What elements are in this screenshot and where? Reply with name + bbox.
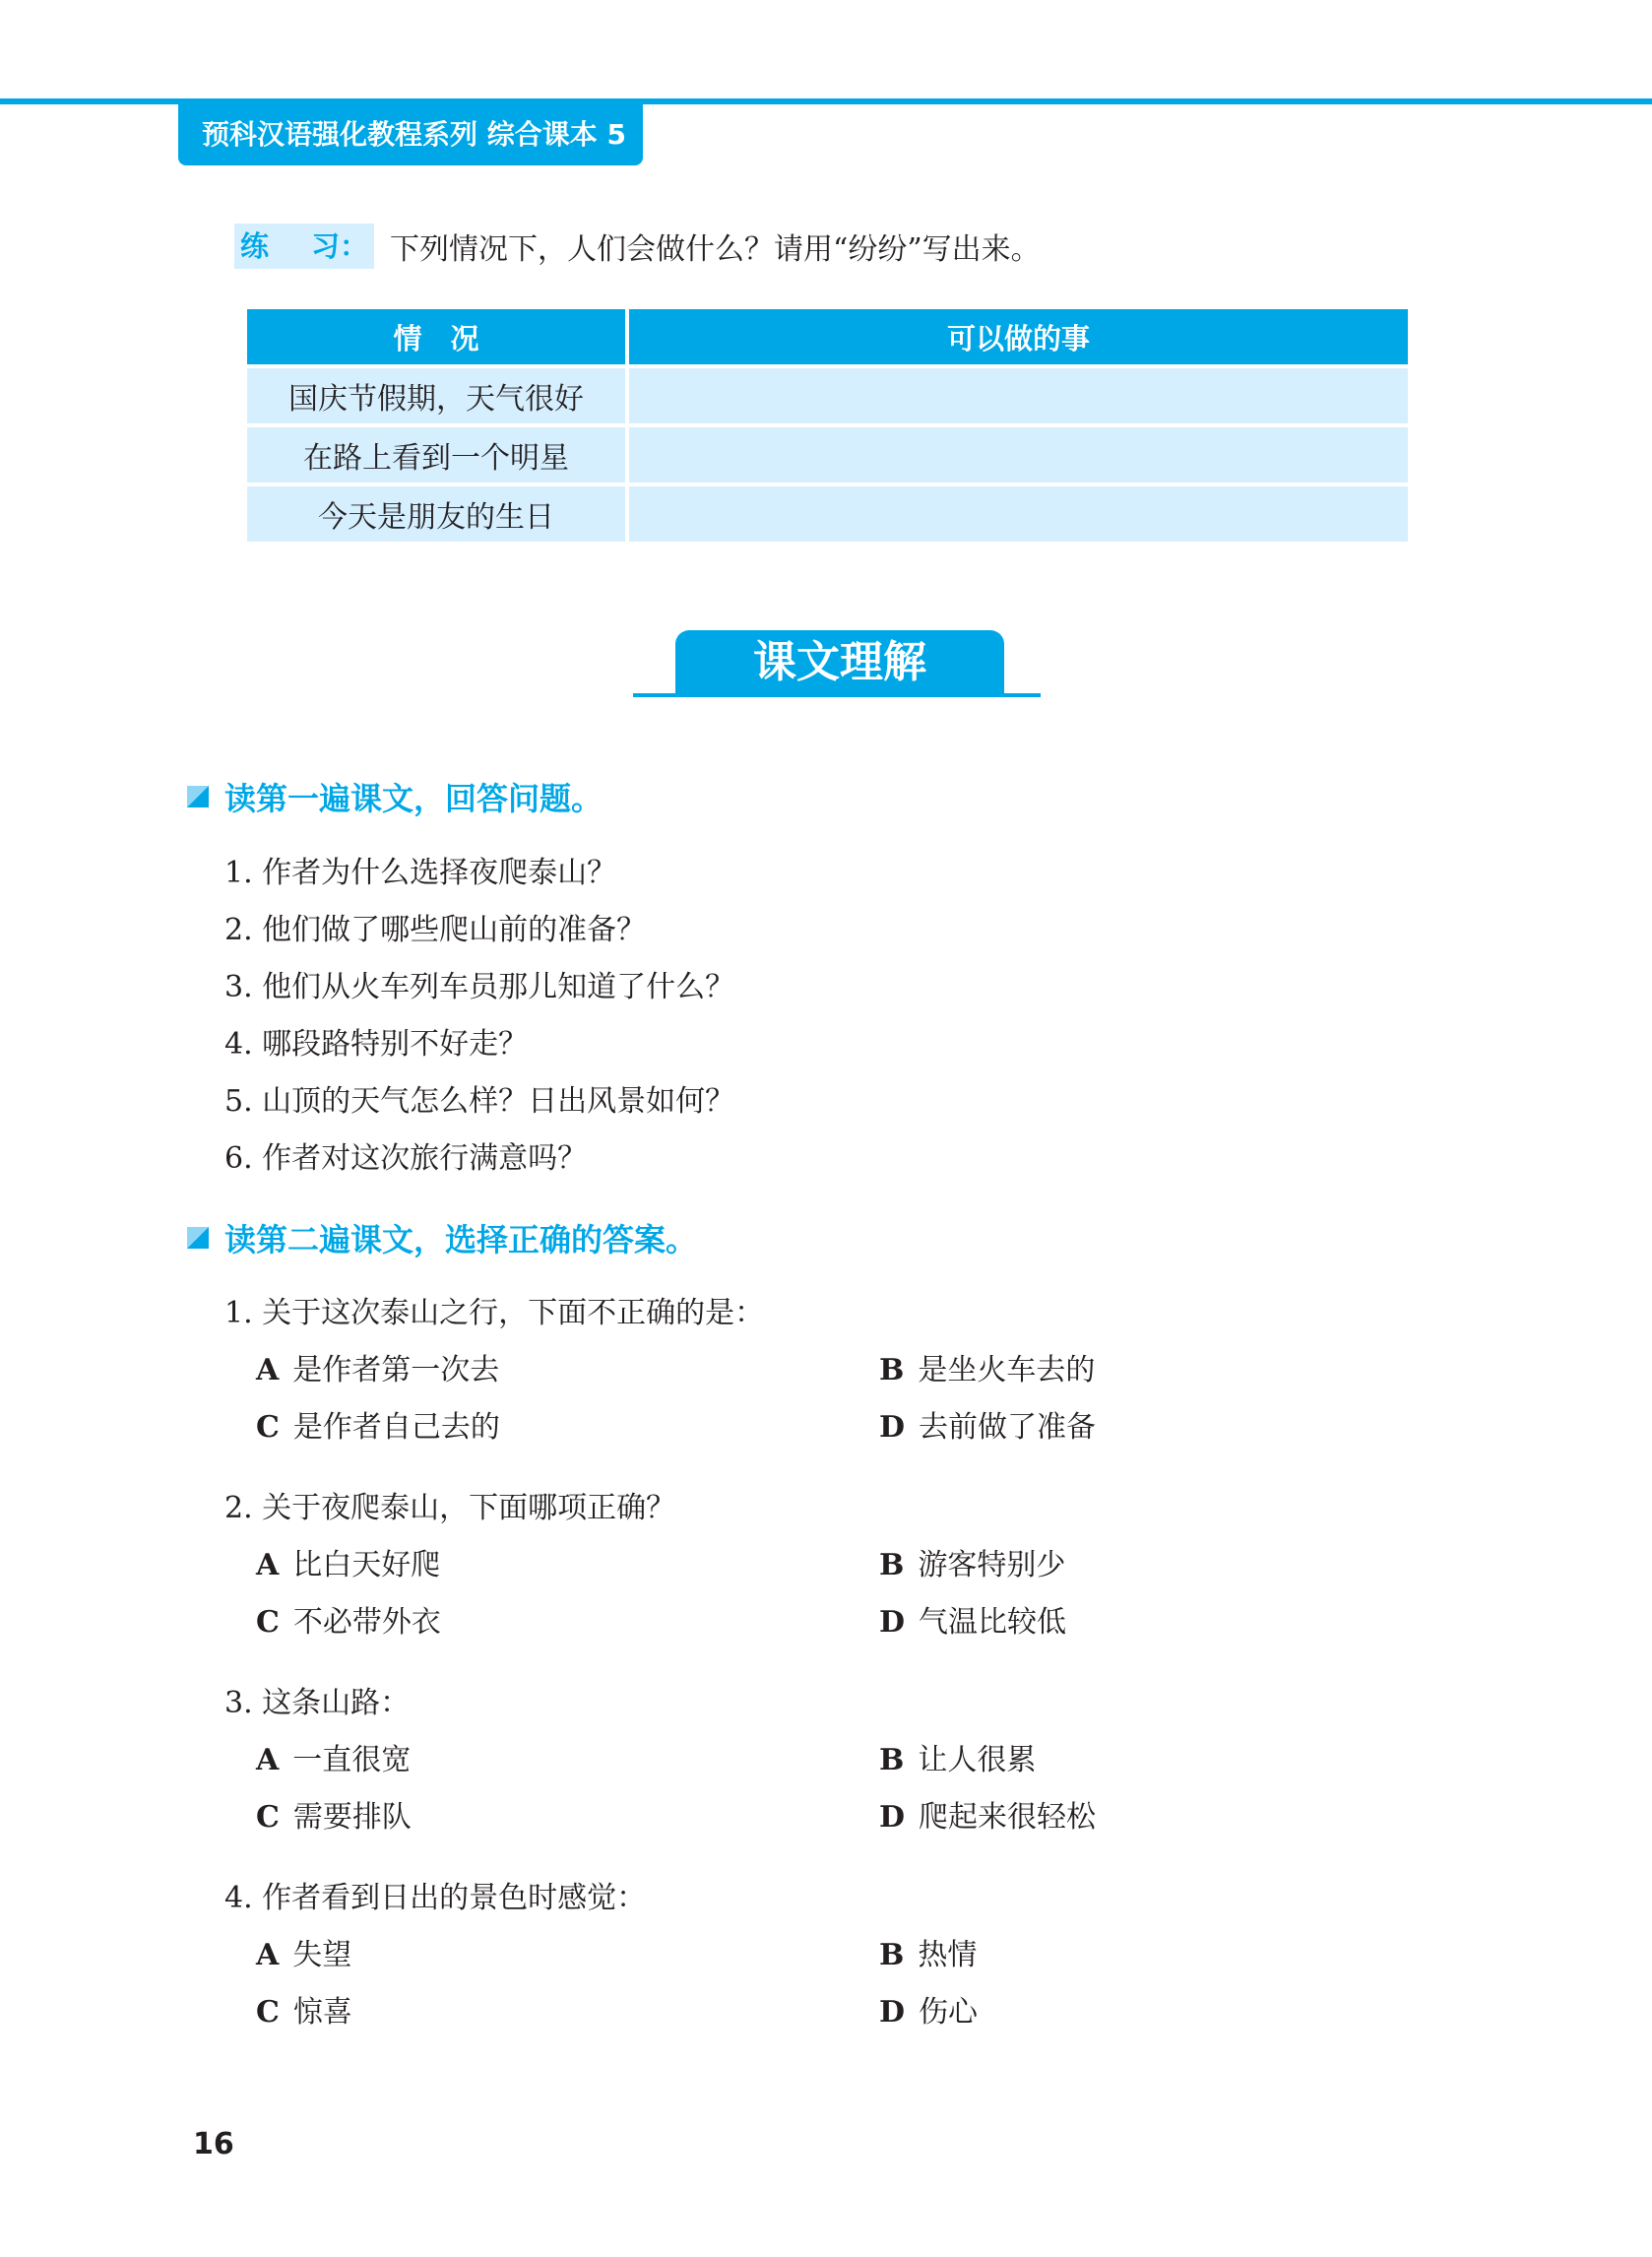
situation-cell: 国庆节假期，天气很好 — [247, 368, 625, 423]
table-row — [247, 427, 1408, 483]
part2-heading: 读第二遍课文，选择正确的答案。 — [187, 1215, 697, 1260]
part1-heading: 读第一遍课文，回答问题。 — [187, 774, 603, 819]
square-bullet-icon — [187, 1227, 209, 1249]
series-title: 预科汉语强化教程系列 综合课本 5 — [178, 104, 643, 165]
exercise-prompt — [234, 223, 1041, 270]
option-d[interactable]: D 爬起来很轻松 — [879, 1800, 1097, 1835]
situation-cell: 今天是朋友的生日 — [247, 486, 625, 542]
answer-cell[interactable] — [629, 427, 1408, 483]
exercise-label: 练 习： — [234, 224, 374, 269]
square-bullet-icon — [187, 786, 209, 807]
option-c[interactable]: C 不必带外衣 — [256, 1605, 441, 1640]
question-2: 2. 他们做了哪些爬山前的准备？ — [224, 913, 647, 947]
option-a[interactable]: A 一直很宽 — [256, 1743, 412, 1777]
mc-question-1: 1. 关于这次泰山之行，下面不正确的是： — [224, 1296, 765, 1330]
question-4: 4. 哪段路特别不好走？ — [224, 1027, 529, 1062]
page-number: 16 — [193, 2127, 234, 2161]
answer-cell[interactable] — [629, 368, 1408, 423]
option-b[interactable]: B 让人很累 — [879, 1743, 1037, 1777]
option-a[interactable]: A 失望 — [256, 1938, 352, 1972]
mc-question-4: 4. 作者看到日出的景色时感觉： — [224, 1881, 647, 1915]
table-row — [247, 486, 1408, 542]
option-d[interactable]: D 气温比较低 — [879, 1605, 1067, 1640]
situation-cell: 在路上看到一个明星 — [247, 427, 625, 483]
mc-question-2: 2. 关于夜爬泰山，下面哪项正确？ — [224, 1491, 676, 1525]
table-row — [247, 368, 1408, 423]
answer-cell[interactable] — [629, 486, 1408, 542]
option-a[interactable]: A 比白天好爬 — [256, 1548, 441, 1582]
option-c[interactable]: C 需要排队 — [256, 1800, 412, 1835]
section-title: 课文理解 — [675, 630, 1004, 695]
option-a[interactable]: A 是作者第一次去 — [256, 1353, 500, 1387]
table-header-actions: 可以做的事 — [629, 309, 1408, 364]
question-3: 3. 他们从火车列车员那儿知道了什么？ — [224, 970, 735, 1004]
question-1: 1. 作者为什么选择夜爬泰山？ — [224, 856, 617, 890]
question-5: 5. 山顶的天气怎么样？日出风景如何？ — [224, 1084, 735, 1119]
option-c[interactable]: C 是作者自己去的 — [256, 1410, 500, 1445]
exercise-table — [243, 305, 1412, 546]
option-b[interactable]: B 热情 — [879, 1938, 978, 1972]
option-d[interactable]: D 伤心 — [879, 1995, 979, 2030]
exercise-instruction: 下列情况下，人们会做什么？请用“纷纷”写出来。 — [390, 232, 1041, 267]
section-title-rule — [633, 693, 1041, 697]
mc-question-3: 3. 这条山路： — [224, 1686, 411, 1720]
option-b[interactable]: B 游客特别少 — [879, 1548, 1066, 1582]
option-d[interactable]: D 去前做了准备 — [879, 1410, 1097, 1445]
option-b[interactable]: B 是坐火车去的 — [879, 1353, 1096, 1387]
question-6: 6. 作者对这次旅行满意吗？ — [224, 1141, 588, 1176]
table-header-situation: 情 况 — [247, 309, 625, 364]
option-c[interactable]: C 惊喜 — [256, 1995, 352, 2030]
